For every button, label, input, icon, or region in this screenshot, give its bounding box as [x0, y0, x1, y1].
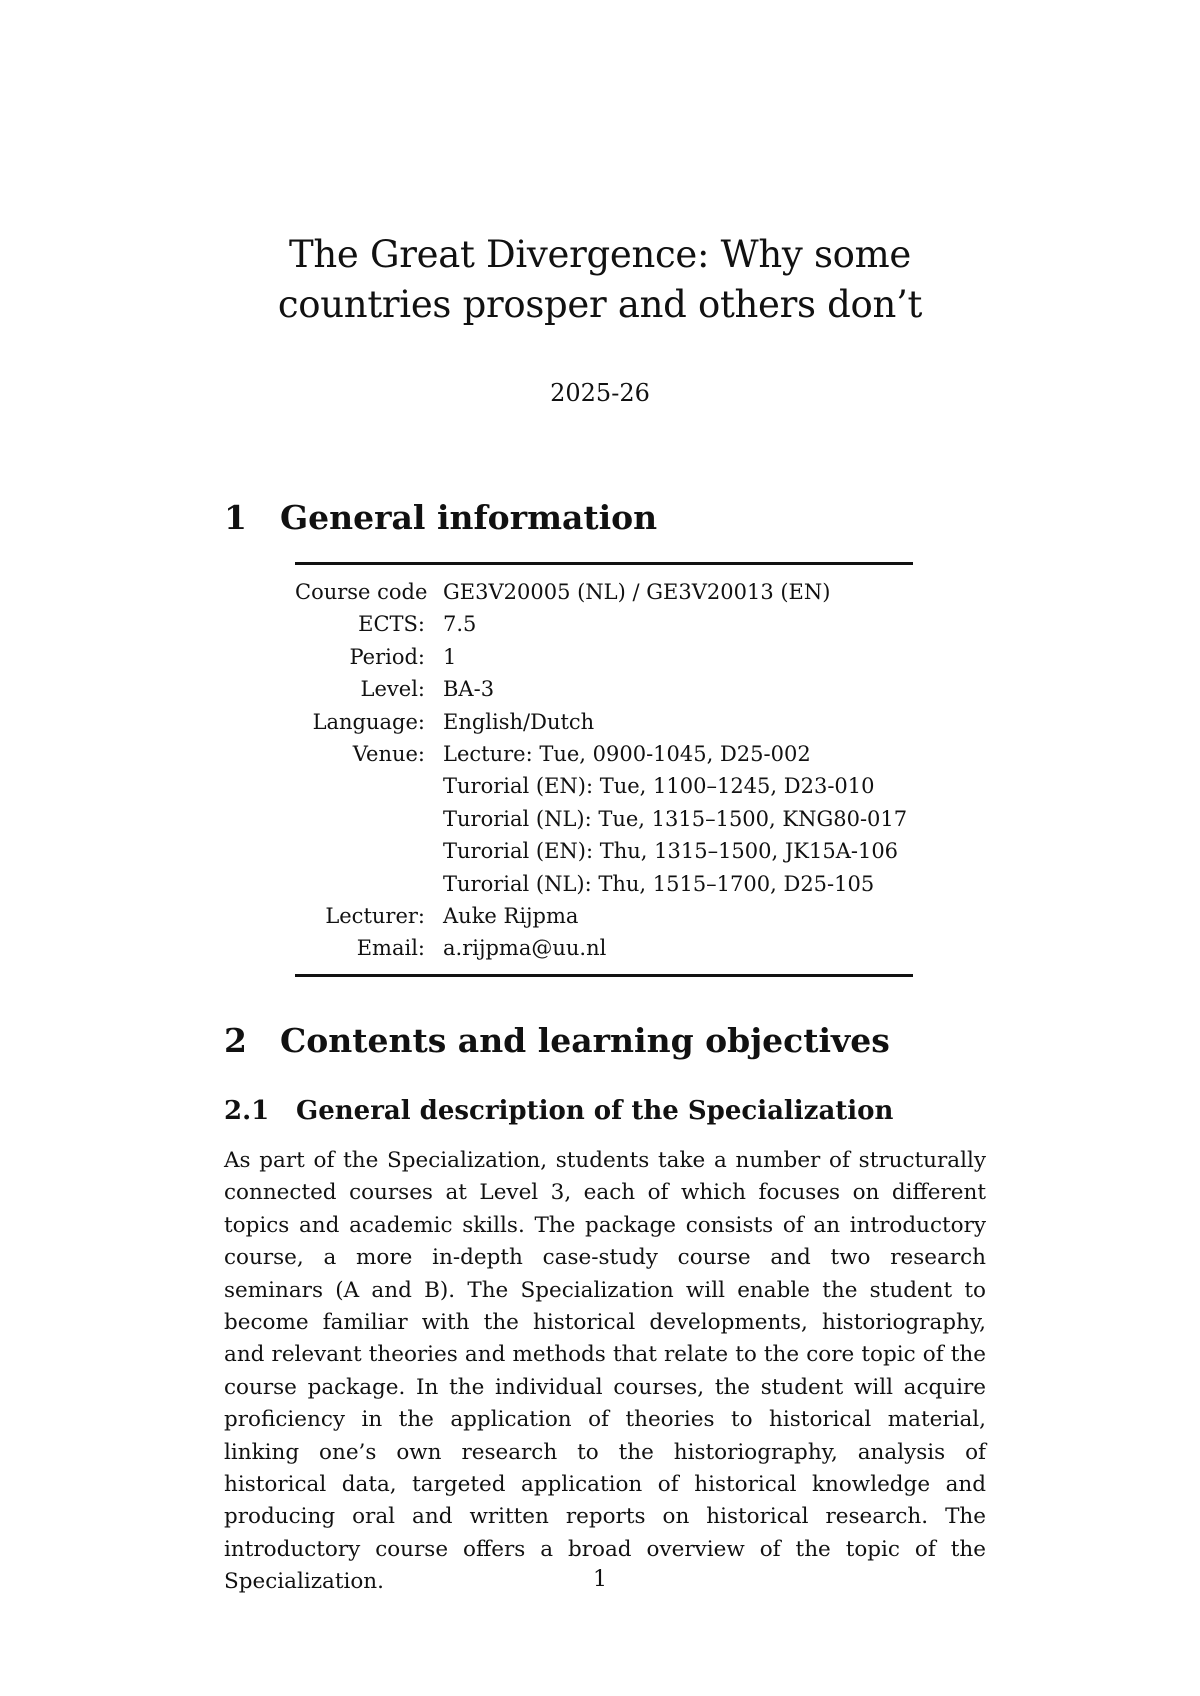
- title-line-1: The Great Divergence: Why some: [288, 233, 911, 276]
- table-row: [295, 738, 913, 770]
- table-row: [295, 608, 913, 640]
- subsection-number: 2.1: [224, 1096, 270, 1126]
- document-date: 2025-26: [550, 379, 650, 407]
- title-line-2: countries prosper and others don’t: [277, 283, 923, 326]
- section-number: 2: [224, 1021, 247, 1060]
- table-key: Level:: [360, 677, 425, 702]
- table-row: [295, 803, 913, 835]
- section-title: General information: [280, 498, 658, 537]
- table-key: [295, 868, 443, 900]
- table-row: [295, 868, 913, 900]
- table-value: 1: [443, 644, 457, 669]
- table-row: [295, 576, 913, 608]
- table-key: Lecturer:: [325, 903, 425, 928]
- table-value: Turorial (NL): Tue, 1315–1500, KNG80-017: [443, 806, 908, 831]
- document-title: [200, 230, 1000, 330]
- table-value: English/Dutch: [443, 709, 595, 734]
- section-heading-general-information: [224, 498, 657, 538]
- table-row: [295, 641, 913, 673]
- table-key: Period:: [349, 644, 425, 669]
- section-heading-contents: [224, 1021, 890, 1061]
- table-row: [295, 706, 913, 738]
- subsection-heading-specialization: [224, 1094, 893, 1128]
- table-value: a.rijpma@uu.nl: [443, 936, 607, 961]
- table-row: [295, 770, 913, 802]
- table-key: Course code: [295, 580, 428, 604]
- table-key: Language:: [312, 709, 425, 734]
- page-number: 1: [593, 1567, 607, 1592]
- subsection-title: General description of the Specialization: [296, 1096, 894, 1126]
- table-value: Turorial (EN): Thu, 1315–1500, JK15A-106: [443, 839, 899, 864]
- table-value: GE3V20005 (NL) / GE3V20013 (EN): [443, 580, 831, 604]
- table-row: [295, 835, 913, 867]
- table-value: Auke Rijpma: [443, 903, 579, 928]
- section-number: 1: [224, 498, 247, 537]
- table-key: [295, 835, 443, 867]
- table-key: [295, 770, 443, 802]
- table-value: 7.5: [443, 612, 477, 637]
- table-value: BA-3: [443, 677, 495, 702]
- table-key: Venue:: [352, 741, 425, 766]
- table-row: [295, 900, 913, 932]
- specialization-description-paragraph: As part of the Specialization, students take a number of structurally connected courses at Level 3, each of which focuses on different topics and academic skills. The package consists of an introductory course, a more in-depth case-study course and two research seminars (A and B). The Specialization will enable the student to become familiar with the historical developments, historiography, and relevant theories and methods that relate to the core topic of the course package. In the individual courses, the student will acquire proficiency in the application of theories to historical material, linking one’s own research to the historiography, analysis of historical data, targeted application of historical knowledge and producing oral and written reports on historical research. The introductory course offers a broad overview of the topic of the Specialization.: [224, 1148, 986, 1595]
- table-row: [295, 932, 913, 964]
- table-row: [295, 673, 913, 705]
- table-key: [295, 803, 443, 835]
- section-title: Contents and learning objectives: [280, 1021, 890, 1060]
- table-key: Email:: [356, 936, 425, 961]
- table-key: ECTS:: [358, 612, 425, 637]
- table-value: Lecture: Tue, 0900-1045, D25-002: [443, 741, 811, 766]
- general-information-table: [295, 562, 913, 977]
- table-value: Turorial (EN): Tue, 1100–1245, D23-010: [443, 774, 875, 799]
- table-value: Turorial (NL): Thu, 1515–1700, D25-105: [443, 871, 875, 896]
